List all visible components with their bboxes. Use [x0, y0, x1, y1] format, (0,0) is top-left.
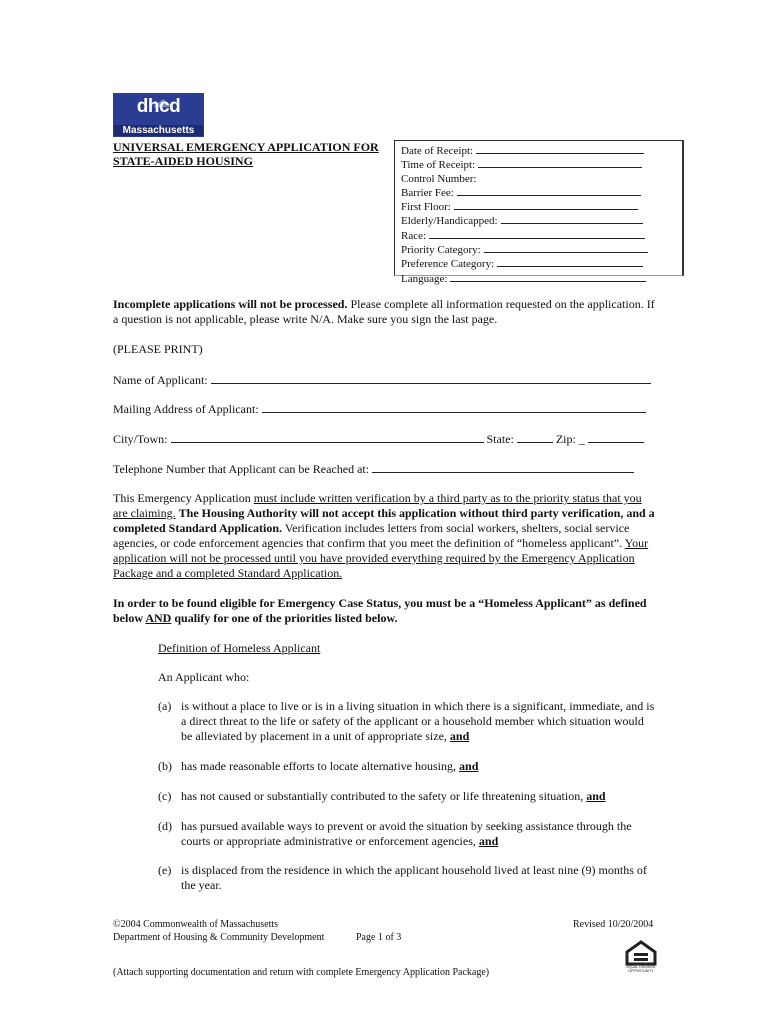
- zip-input[interactable]: [588, 431, 644, 443]
- title-line-2: STATE-AIDED HOUSING: [113, 154, 253, 168]
- office-line[interactable]: [478, 158, 642, 168]
- office-field-preference: Preference Category:: [401, 257, 682, 271]
- logo-state: Massachusetts: [114, 125, 203, 136]
- office-field-control: Control Number:: [401, 172, 477, 185]
- criterion-c: (c) has not caused or substantially contributed to the safety or life threatening situation, and: [158, 789, 606, 803]
- office-line[interactable]: [497, 257, 643, 267]
- zip-prefix: _: [578, 432, 585, 446]
- name-label: Name of Applicant:: [113, 373, 208, 387]
- intro-rest: Please complete all information requested on the application. If a question is not applicable, please write N/A. Make sure you sign the last page.: [113, 297, 655, 326]
- office-field-time: Time of Receipt:: [401, 158, 682, 172]
- state-label: State:: [486, 432, 514, 446]
- office-field-priority: Priority Category:: [401, 243, 682, 257]
- footer-page: Page 1 of 3: [356, 932, 402, 943]
- intro-paragraph: [113, 297, 658, 327]
- footer-attach: (Attach supporting documentation and return with complete Emergency Application Package): [113, 967, 490, 978]
- office-use-box: [394, 140, 684, 285]
- please-print: (PLEASE PRINT): [113, 342, 203, 356]
- equal-housing-icon: [624, 940, 658, 976]
- verification-paragraph: This Emergency Application must include written verification by a third party as to the priority status that you are claiming. The Housing Authority will not accept this application without third party verification, and a completed Standard Application. Verification includes letters from social workers, shelters, social service agencies, or code enforcement agencies that confirm that you meet the definition of “homeless applicant”. Your application will not be processed until you have provided everything required by the Emergency Application Package and a completed Standard Application.: [113, 491, 655, 580]
- zip-label: Zip:: [555, 432, 576, 446]
- footer-copyright: ©2004 Commonwealth of Massachusetts: [113, 919, 279, 930]
- office-line[interactable]: [454, 200, 638, 210]
- office-line[interactable]: [476, 144, 644, 154]
- footer-dept: Department of Housing & Community Development: [113, 932, 325, 943]
- phone-input[interactable]: [372, 461, 634, 473]
- office-field-date: Date of Receipt:: [401, 144, 682, 158]
- intro-bold: Incomplete applications will not be processed.: [113, 297, 348, 311]
- address-label: Mailing Address of Applicant:: [113, 402, 259, 416]
- name-input[interactable]: [211, 372, 651, 384]
- city-row: [113, 431, 658, 447]
- criterion-a: (a) is without a place to live or is in a living situation in which there is a significant, immediate, and is a direct threat to the life or safety of the applicant or a household member which situation would be alleviated by placement in a unit of appropriate size, and: [158, 699, 655, 743]
- logo-text: dhcd: [136, 96, 181, 117]
- office-field-floor: First Floor:: [401, 200, 682, 214]
- eho-label: EQUAL HOUSING OPPORTUNITY: [626, 965, 656, 973]
- criterion-b: (b) has made reasonable efforts to locate alternative housing, and: [158, 759, 479, 773]
- office-field-race: Race:: [401, 229, 682, 243]
- office-line[interactable]: [484, 243, 648, 253]
- office-field-barrier: Barrier Fee:: [401, 186, 682, 200]
- name-row: [113, 372, 658, 388]
- criterion-e: (e) is displaced from the residence in which the applicant household lived at least nine (9) months of the year.: [158, 863, 647, 892]
- office-field-elderly: Elderly/Handicapped:: [401, 214, 682, 228]
- state-input[interactable]: [517, 431, 553, 443]
- city-input[interactable]: [171, 431, 484, 443]
- title-line-1: UNIVERSAL EMERGENCY APPLICATION FOR: [113, 140, 379, 154]
- footer-revised: Revised 10/20/2004: [573, 919, 654, 930]
- office-line[interactable]: [501, 214, 643, 224]
- eligibility-paragraph: In order to be found eligible for Emergency Case Status, you must be a “Homeless Applicant” as defined below AND qualify for one of the priorities listed below.: [113, 596, 647, 625]
- applicant-who: An Applicant who:: [158, 670, 250, 684]
- address-row: [113, 401, 658, 417]
- phone-row: [113, 461, 658, 477]
- office-line[interactable]: [450, 272, 646, 282]
- definition-heading: Definition of Homeless Applicant: [158, 641, 321, 655]
- office-line[interactable]: [429, 229, 645, 239]
- city-label: City/Town:: [113, 432, 168, 446]
- office-field-language: Language:: [401, 272, 682, 286]
- dhcd-logo: [113, 93, 204, 137]
- phone-label: Telephone Number that Applicant can be Reached at:: [113, 462, 370, 476]
- address-input[interactable]: [262, 401, 646, 413]
- office-line[interactable]: [457, 186, 641, 196]
- criterion-d: (d) has pursued available ways to prevent or avoid the situation by seeking assistance through the courts or appropriate administrative or enforcement agencies, and: [158, 819, 632, 848]
- form-title: [113, 140, 379, 168]
